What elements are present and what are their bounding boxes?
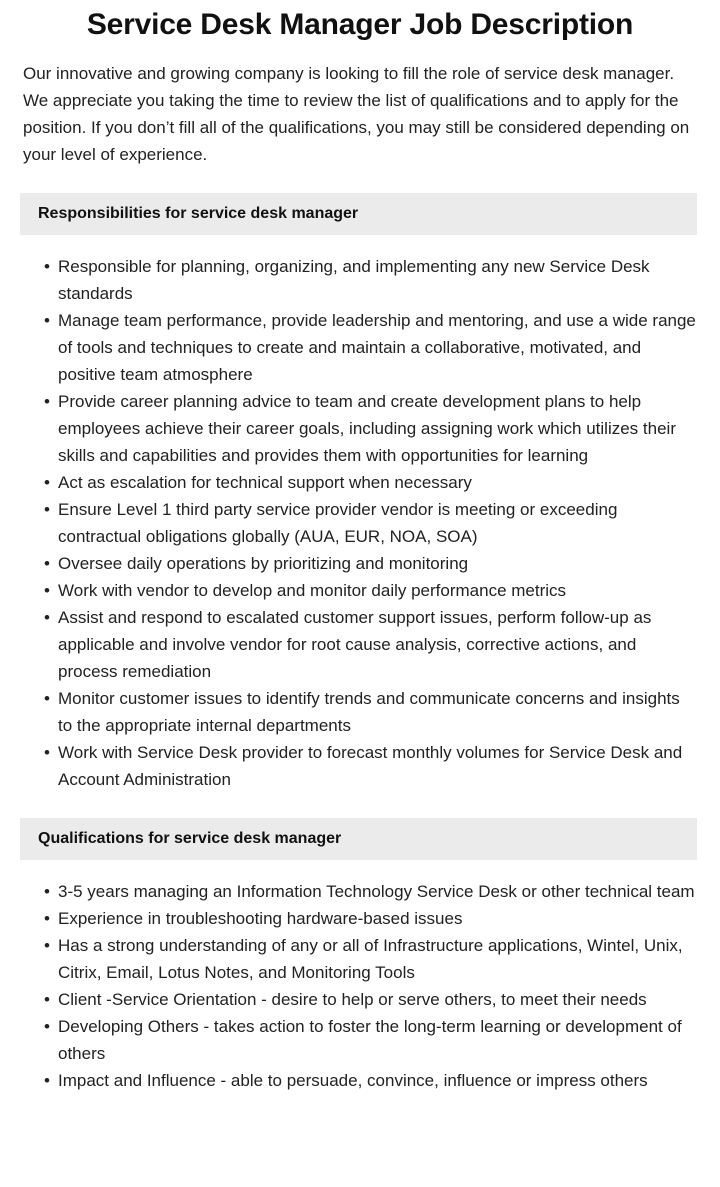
list-item: • Developing Others - takes action to foster the long-term learning or development of others — [58, 1013, 696, 1067]
list-item: • Experience in troubleshooting hardware-based issues — [58, 905, 696, 932]
list-item: • Client -Service Orientation - desire to help or serve others, to meet their needs — [58, 986, 696, 1013]
list-item: • Provide career planning advice to team and create development plans to help employees achieve their career goals, including assigning work which utilizes their skills and capabilities and provides them with opportunities for learning — [58, 388, 696, 469]
list-item: • 3-5 years managing an Information Technology Service Desk or other technical team — [58, 878, 696, 905]
list-item: • Ensure Level 1 third party service provider vendor is meeting or exceeding contractual obligations globally (AUA, EUR, NOA, SOA) — [58, 496, 696, 550]
list-item: • Responsible for planning, organizing, and implementing any new Service Desk standards — [58, 253, 696, 307]
list-item: • Has a strong understanding of any or all of Infrastructure applications, Wintel, Unix, Citrix, Email, Lotus Notes, and Monitoring Tools — [58, 932, 696, 986]
page-title: Service Desk Manager Job Description — [86, 8, 634, 41]
list-item: • Impact and Influence - able to persuade, convince, influence or impress others — [58, 1067, 696, 1094]
responsibilities-list — [0, 253, 720, 793]
list-item: • Work with Service Desk provider to forecast monthly volumes for Service Desk and Account Administration — [58, 739, 696, 793]
section-header-qualifications: Qualifications for service desk manager — [20, 818, 697, 860]
intro-paragraph: Our innovative and growing company is looking to fill the role of service desk manager. We appreciate you taking the time to review the list of qualifications and to apply for the position. If you don’t fill all of the qualifications, you may still be considered depending on your level of experience. — [23, 64, 690, 164]
qualifications-list — [0, 878, 720, 1094]
list-item: • Work with vendor to develop and monitor daily performance metrics — [58, 577, 696, 604]
list-item: • Assist and respond to escalated customer support issues, perform follow-up as applicable and involve vendor for root cause analysis, corrective actions, and process remediation — [58, 604, 696, 685]
section-header-responsibilities: Responsibilities for service desk manager — [20, 193, 697, 235]
list-item: • Oversee daily operations by prioritizing and monitoring — [58, 550, 696, 577]
list-item: • Manage team performance, provide leadership and mentoring, and use a wide range of tools and techniques to create and maintain a collaborative, motivated, and positive team atmosphere — [58, 307, 696, 388]
section-responsibilities — [0, 193, 720, 793]
list-item: • Act as escalation for technical support when necessary — [58, 469, 696, 496]
list-item: • Monitor customer issues to identify trends and communicate concerns and insights to the appropriate internal departments — [58, 685, 696, 739]
section-qualifications — [0, 818, 720, 1094]
